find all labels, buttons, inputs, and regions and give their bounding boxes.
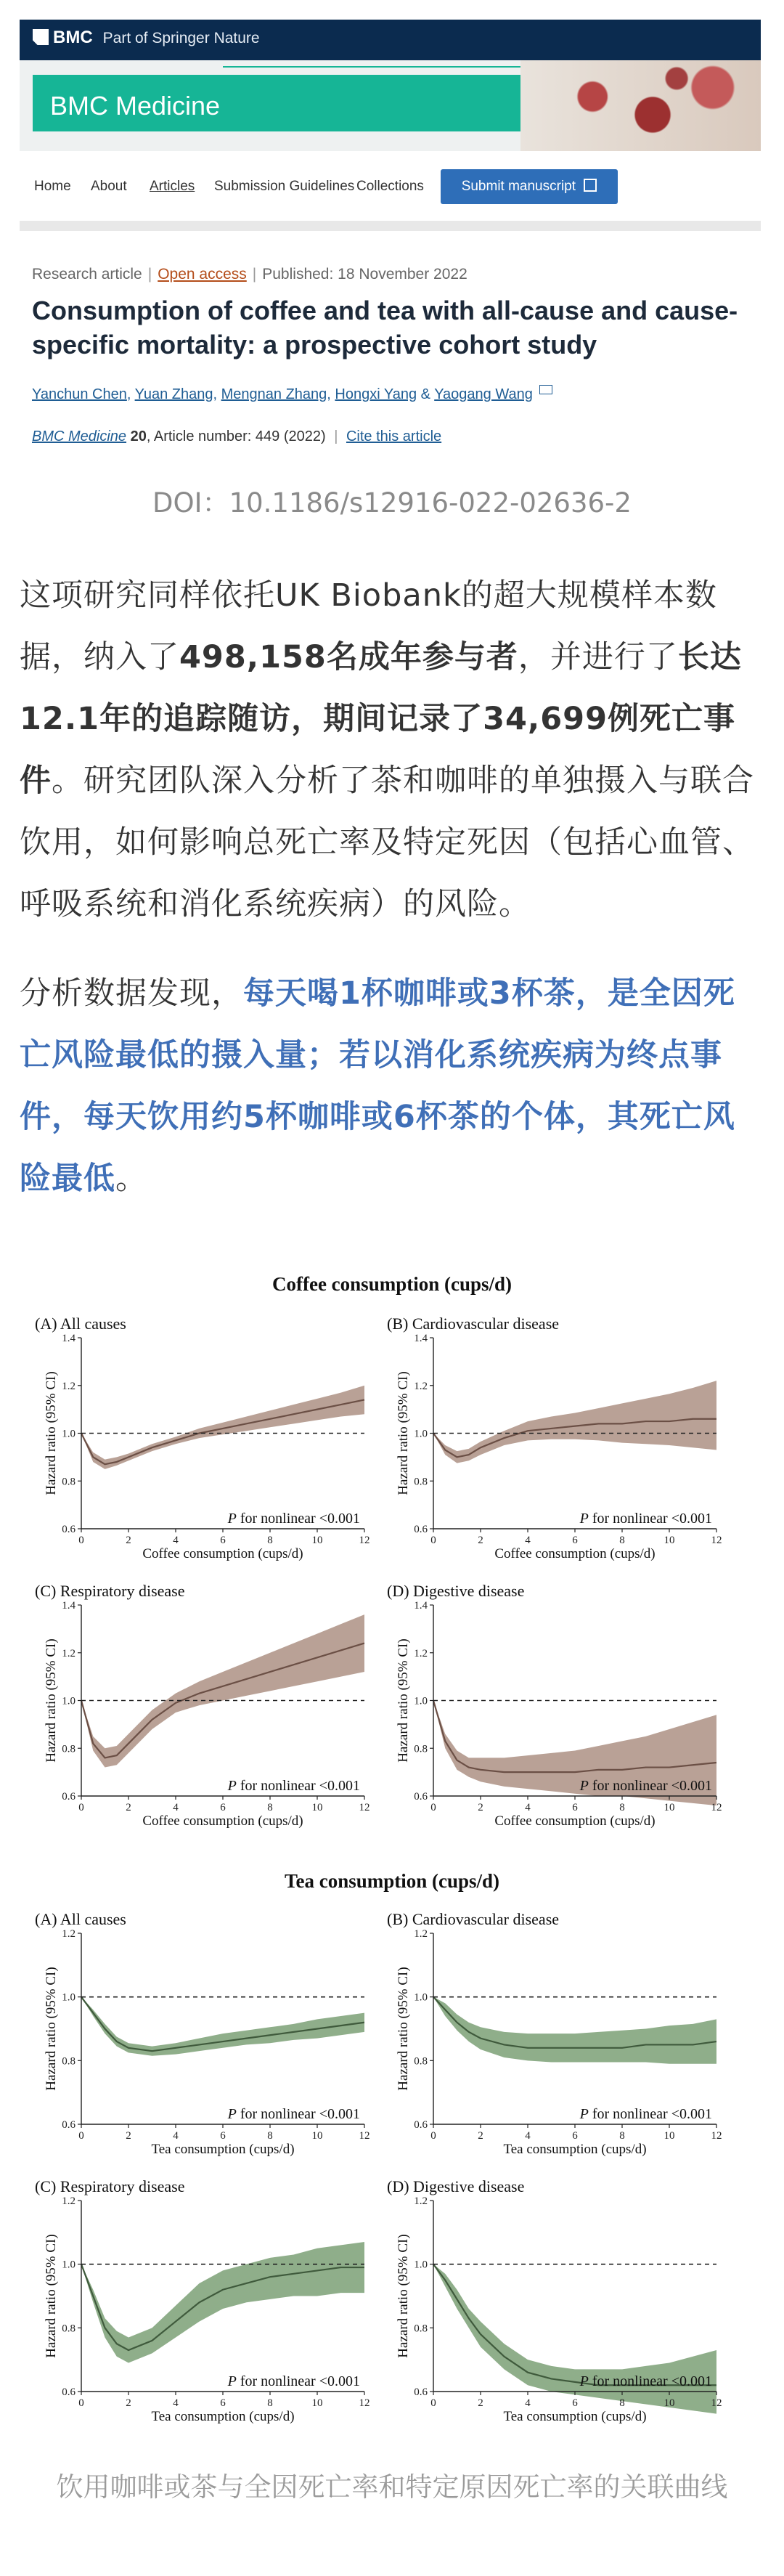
bmc-top-bar — [20, 20, 761, 60]
y-axis-label: Hazard ratio (95% CI) — [396, 1967, 411, 2091]
y-tick-label: 1.4 — [414, 1333, 428, 1344]
chart-panel-2 — [387, 1315, 722, 1561]
y-tick-label: 0.6 — [414, 1524, 428, 1535]
y-tick-label: 0.8 — [62, 2323, 75, 2335]
panel-title: (B) Cardiovascular disease — [387, 1315, 560, 1333]
y-axis-label: Hazard ratio (95% CI) — [396, 2234, 411, 2358]
article-title: Consumption of coffee and tea with all-cause and cause-specific mortality: a prospective cohort study — [32, 296, 738, 359]
x-tick-label: 4 — [525, 2130, 531, 2142]
x-tick-label: 12 — [711, 1802, 722, 1813]
x-tick-label: 0 — [430, 1535, 436, 1546]
x-tick-label: 0 — [78, 2130, 84, 2142]
x-tick-label: 0 — [78, 2397, 84, 2409]
y-tick-label: 0.8 — [414, 1476, 428, 1488]
journal-name-box[interactable] — [33, 75, 526, 131]
author-link[interactable]: Yaogang Wang — [434, 386, 533, 402]
x-tick-label: 6 — [572, 2397, 578, 2409]
banner-artwork — [520, 60, 761, 151]
x-tick-label: 10 — [311, 2130, 323, 2142]
x-tick-label: 12 — [359, 1535, 370, 1546]
y-tick-label: 0.8 — [414, 1743, 428, 1755]
y-tick-label: 1.2 — [62, 1928, 75, 1940]
x-tick-label: 10 — [311, 1802, 323, 1813]
y-axis-label: Hazard ratio (95% CI) — [44, 2234, 59, 2358]
panel-title: (B) Cardiovascular disease — [387, 1910, 560, 1928]
y-tick-label: 0.6 — [62, 2119, 75, 2131]
x-tick-label: 8 — [267, 2130, 273, 2142]
nonlinear-p-annotation: P for nonlinear <0.001 — [579, 2373, 712, 2389]
y-tick-label: 0.6 — [62, 1524, 75, 1535]
x-axis-label: Tea consumption (cups/d) — [503, 2142, 647, 2157]
paragraph-findings: 分析数据发现，每天喝1杯咖啡或3杯茶，是全因死亡风险最低的摄入量；若以消化系统疾病为终点事件，每天饮用约5杯咖啡或6杯茶的个体，其死亡风险最低。 — [20, 975, 735, 1197]
x-axis-label: Coffee consumption (cups/d) — [142, 1546, 303, 1561]
springer-tagline: Part of Springer Nature — [102, 30, 260, 46]
author-list: Yanchun Chen, Yuan Zhang, Mengnan Zhang, Hongxi Yang & Yaogang Wang — [32, 385, 552, 403]
x-tick-label: 2 — [478, 1535, 483, 1546]
x-tick-label: 8 — [619, 1535, 625, 1546]
y-tick-label: 0.8 — [414, 2055, 428, 2068]
author-link[interactable]: Yuan Zhang — [134, 386, 213, 402]
y-tick-label: 0.6 — [62, 2386, 75, 2398]
x-tick-label: 2 — [478, 2397, 483, 2409]
published-date: Published: 18 November 2022 — [262, 266, 467, 283]
x-tick-label: 12 — [711, 2130, 722, 2142]
panel-title: (C) Respiratory disease — [35, 1582, 185, 1600]
nav-articles[interactable]: Articles — [150, 179, 195, 194]
x-tick-label: 12 — [359, 2397, 370, 2409]
x-tick-label: 4 — [525, 1535, 531, 1546]
x-tick-label: 10 — [663, 1535, 675, 1546]
x-tick-label: 4 — [525, 1802, 531, 1813]
chart-panel-1 — [35, 1315, 370, 1561]
tea-group-title: Tea consumption (cups/d) — [284, 1870, 500, 1892]
y-tick-label: 1.2 — [62, 2195, 75, 2207]
mail-icon[interactable] — [539, 385, 552, 394]
x-tick-label: 12 — [711, 2397, 722, 2409]
x-tick-label: 12 — [359, 1802, 370, 1813]
y-tick-label: 1.2 — [62, 1647, 75, 1659]
volume: 20 — [130, 428, 147, 444]
open-access-link[interactable]: Open access — [158, 266, 247, 283]
x-tick-label: 8 — [267, 2397, 273, 2409]
nonlinear-p-annotation: P for nonlinear <0.001 — [579, 2106, 712, 2122]
x-tick-label: 8 — [619, 1802, 625, 1813]
y-tick-label: 0.8 — [414, 2323, 428, 2335]
nonlinear-p-annotation: P for nonlinear <0.001 — [227, 1778, 360, 1794]
x-axis-label: Tea consumption (cups/d) — [151, 2409, 295, 2424]
chart-panel-4 — [387, 1582, 722, 1829]
nonlinear-p-annotation: P for nonlinear <0.001 — [227, 1511, 360, 1527]
y-tick-label: 1.2 — [414, 2195, 428, 2207]
y-tick-label: 0.8 — [62, 2055, 75, 2068]
confidence-band — [81, 1386, 364, 1469]
journal-link[interactable]: BMC Medicine — [32, 428, 127, 444]
x-tick-label: 8 — [267, 1802, 273, 1813]
panel-title: (D) Digestive disease — [387, 2177, 525, 2195]
x-tick-label: 2 — [478, 2130, 483, 2142]
journal-nav — [20, 151, 761, 221]
x-tick-label: 12 — [711, 1535, 722, 1546]
x-axis-label: Coffee consumption (cups/d) — [142, 1813, 303, 1829]
tea-chart — [29, 1903, 762, 2440]
y-tick-label: 1.4 — [62, 1333, 75, 1344]
x-tick-label: 6 — [572, 1535, 578, 1546]
x-tick-label: 6 — [220, 1535, 226, 1546]
x-tick-label: 2 — [478, 1802, 483, 1813]
y-tick-label: 1.4 — [414, 1600, 428, 1612]
author-link[interactable]: Yanchun Chen — [32, 386, 127, 402]
y-tick-label: 0.6 — [414, 2119, 428, 2131]
confidence-band — [81, 1997, 364, 2056]
x-tick-label: 4 — [173, 2397, 179, 2409]
x-axis-label: Tea consumption (cups/d) — [503, 2409, 647, 2424]
nonlinear-p-annotation: P for nonlinear <0.001 — [579, 1778, 712, 1794]
x-tick-label: 0 — [430, 2397, 436, 2409]
y-axis-label: Hazard ratio (95% CI) — [44, 1967, 59, 2091]
chart-panel-3 — [35, 1582, 370, 1829]
chart-panel-2 — [387, 1910, 722, 2157]
x-tick-label: 6 — [572, 2130, 578, 2142]
bmc-logo[interactable]: BMC Part of Springer Nature — [33, 28, 260, 48]
article-type: Research article — [32, 266, 142, 283]
x-tick-label: 10 — [311, 1535, 323, 1546]
y-tick-label: 1.2 — [414, 1380, 428, 1392]
x-tick-label: 6 — [220, 1802, 226, 1813]
x-axis-label: Coffee consumption (cups/d) — [494, 1546, 656, 1561]
x-tick-label: 0 — [430, 1802, 436, 1813]
y-tick-label: 1.2 — [62, 1380, 75, 1392]
x-tick-label: 8 — [619, 2130, 625, 2142]
x-axis-label: Tea consumption (cups/d) — [151, 2142, 295, 2157]
chart-panel-1 — [35, 1910, 370, 2157]
panel-title: (D) Digestive disease — [387, 1582, 525, 1600]
article-meta: Research article | Open access | Published: 18 November 2022 — [32, 266, 467, 283]
nav-collections[interactable]: Collections — [356, 179, 424, 194]
y-tick-label: 0.8 — [62, 1743, 75, 1755]
x-tick-label: 4 — [525, 2397, 531, 2409]
bmc-logo-icon — [33, 29, 49, 45]
nav-home[interactable]: Home — [34, 179, 71, 194]
x-tick-label: 2 — [126, 1802, 131, 1813]
x-tick-label: 10 — [663, 2130, 675, 2142]
x-tick-label: 0 — [78, 1802, 84, 1813]
x-axis-label: Coffee consumption (cups/d) — [494, 1813, 656, 1829]
nonlinear-p-annotation: P for nonlinear <0.001 — [227, 2373, 360, 2389]
x-tick-label: 6 — [572, 1802, 578, 1813]
nonlinear-p-annotation: P for nonlinear <0.001 — [579, 1511, 712, 1527]
x-tick-label: 8 — [619, 2397, 625, 2409]
y-tick-label: 0.6 — [414, 2386, 428, 2398]
y-tick-label: 0.8 — [62, 1476, 75, 1488]
journal-banner — [20, 60, 761, 151]
paragraph-study-design: 这项研究同样依托UK Biobank的超大规模样本数据，纳入了498,158名成年参与者，并进行了长达12.1年的追踪随访，期间记录了34,699例死亡事件。研究团队深入分析了茶和咖啡的单独摄入与联合饮用，如何影响总死亡率及特定死因（包括心血管、呼吸系统和消化系统疾病）的风险。 — [20, 577, 754, 922]
x-tick-label: 4 — [173, 1802, 179, 1813]
confidence-band — [433, 1997, 716, 2064]
doi: DOI：10.1186/s12916-022-02636-2 — [152, 487, 632, 519]
x-tick-label: 10 — [663, 1802, 675, 1813]
x-tick-label: 2 — [126, 1535, 131, 1546]
x-tick-label: 0 — [430, 2130, 436, 2142]
chart-panel-4 — [387, 2177, 722, 2424]
y-tick-label: 1.0 — [414, 1695, 428, 1707]
x-tick-label: 4 — [173, 2130, 179, 2142]
panel-title: (A) All causes — [35, 1910, 126, 1928]
x-tick-label: 6 — [220, 2397, 226, 2409]
panel-title: (A) All causes — [35, 1315, 126, 1333]
y-axis-label: Hazard ratio (95% CI) — [44, 1638, 59, 1763]
y-axis-label: Hazard ratio (95% CI) — [396, 1638, 411, 1763]
x-tick-label: 8 — [267, 1535, 273, 1546]
x-tick-label: 10 — [663, 2397, 675, 2409]
coffee-chart — [29, 1307, 762, 1845]
nav-submission-guidelines[interactable]: Submission Guidelines — [214, 179, 355, 194]
nonlinear-p-annotation: P for nonlinear <0.001 — [227, 2106, 360, 2122]
panel-title: (C) Respiratory disease — [35, 2177, 185, 2195]
author-link[interactable]: Mengnan Zhang — [221, 386, 327, 402]
citation-line: BMC Medicine 20, Article number: 449 (2022) | Cite this article — [32, 428, 442, 444]
submit-manuscript-button[interactable]: Submit manuscript — [441, 169, 618, 204]
chart-panel-3 — [35, 2177, 370, 2424]
y-tick-label: 1.0 — [62, 1991, 75, 2004]
y-axis-label: Hazard ratio (95% CI) — [44, 1371, 59, 1495]
x-tick-label: 10 — [311, 2397, 323, 2409]
author-link[interactable]: Hongxi Yang — [335, 386, 417, 402]
x-tick-label: 12 — [359, 2130, 370, 2142]
figure-caption: 饮用咖啡或茶与全因死亡率和特定原因死亡率的关联曲线 — [56, 2471, 728, 2503]
y-tick-label: 0.6 — [62, 1791, 75, 1803]
x-tick-label: 2 — [126, 2130, 131, 2142]
confidence-band — [81, 1614, 364, 1767]
y-tick-label: 1.0 — [62, 1695, 75, 1707]
y-tick-label: 1.0 — [62, 1428, 75, 1440]
y-tick-label: 1.2 — [414, 1647, 428, 1659]
y-tick-label: 1.0 — [414, 2259, 428, 2271]
y-axis-label: Hazard ratio (95% CI) — [396, 1371, 411, 1495]
y-tick-label: 1.0 — [62, 2259, 75, 2271]
y-tick-label: 1.0 — [414, 1991, 428, 2004]
y-tick-label: 1.0 — [414, 1428, 428, 1440]
confidence-band — [81, 2242, 364, 2363]
coffee-group-title: Coffee consumption (cups/d) — [271, 1273, 512, 1295]
external-link-icon — [584, 179, 597, 192]
y-tick-label: 1.2 — [414, 1928, 428, 1940]
article-number: , Article number: 449 (2022) — [146, 428, 326, 444]
cite-this-article-link[interactable]: Cite this article — [346, 428, 442, 444]
x-tick-label: 4 — [173, 1535, 179, 1546]
x-tick-label: 6 — [220, 2130, 226, 2142]
y-tick-label: 0.6 — [414, 1791, 428, 1803]
nav-about[interactable]: About — [91, 179, 127, 194]
nav-divider — [20, 221, 761, 231]
x-tick-label: 0 — [78, 1535, 84, 1546]
y-tick-label: 1.4 — [62, 1600, 75, 1612]
x-tick-label: 2 — [126, 2397, 131, 2409]
journal-name: BMC Medicine — [50, 91, 221, 121]
